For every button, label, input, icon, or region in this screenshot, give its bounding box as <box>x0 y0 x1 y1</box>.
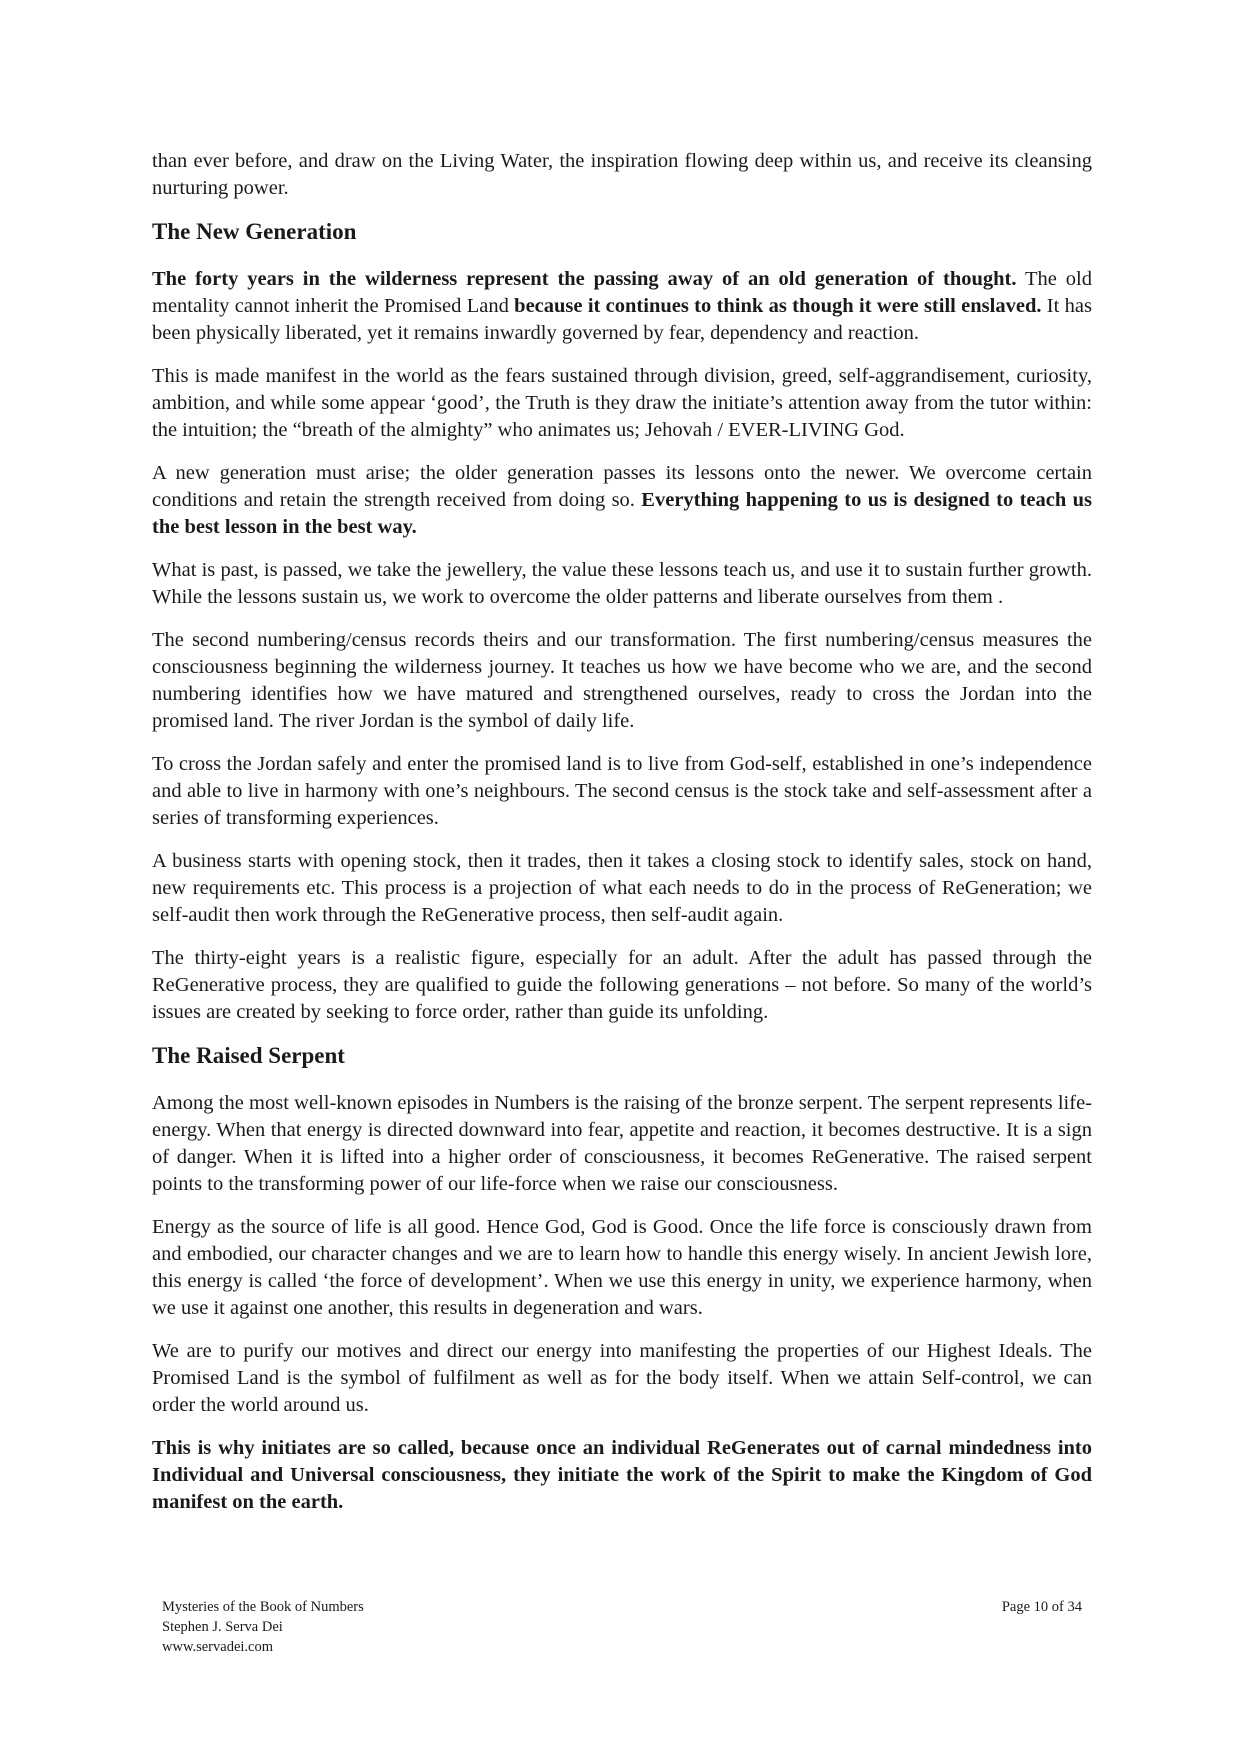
bold-text: The forty years in the wilderness represent the passing away of an old generation of thought. <box>152 268 1017 290</box>
paragraph-forty-years <box>152 266 1092 347</box>
footer-website: www.servadei.com <box>162 1639 273 1655</box>
paragraph-energy: Energy as the source of life is all good. Hence God, God is Good. Once the life force is consciously drawn from and embodied, our character changes and we are to learn how to handle this energy wisely. In ancient Jewish lore, this energy is called ‘the force of development’. When we use this energy in unity, we experience harmony, when we use it against one another, this results in degeneration and wars. <box>152 1216 1092 1319</box>
bold-text: Everything happening to us is designed to teach us the best lesson in the best way. <box>152 489 1092 538</box>
paragraph-thirty-eight: The thirty-eight years is a realistic figure, especially for an adult. After the adult has passed through the ReGenerative process, they are qualified to guide the following generations – not before. So many of the world’s issues are created by seeking to force order, rather than guide its unfolding. <box>152 947 1092 1023</box>
paragraph-manifest: This is made manifest in the world as the fears sustained through division, greed, self-aggrandisement, curiosity, ambition, and while some appear ‘good’, the Truth is they draw the initiate’s attention away from the tutor within: the intuition; the “breath of the almighty” who animates us; Jehovah / EVER-LIVING God. <box>152 365 1092 441</box>
plain-text: A new generation must arise; the older generation passes its lessons onto the newer. We overcome certain conditions and retain the strength received from doing so. <box>152 462 1092 511</box>
paragraph-new-generation <box>152 460 1092 541</box>
paragraph-past: What is past, is passed, we take the jewellery, the value these lessons teach us, and use it to sustain further growth. While the lessons sustain us, we work to overcome the older patterns and liberate ourselves from them . <box>152 559 1092 608</box>
bold-text: because it continues to think as though it were still enslaved. <box>514 295 1042 317</box>
paragraph-serpent: Among the most well-known episodes in Numbers is the raising of the bronze serpent. The serpent represents life-energy. When that energy is directed downward into fear, appetite and reaction, it becomes destructive. It is a sign of danger. When it is lifted into a higher order of consciousness, it becomes ReGenerative. The raised serpent points to the transforming power of our life-force when we raise our consciousness. <box>152 1092 1092 1195</box>
paragraph-business: A business starts with opening stock, then it trades, then it takes a closing stock to identify sales, stock on hand, new requirements etc. This process is a projection of what each needs to do in the process of ReGeneration; we self-audit then work through the ReGenerative process, then self-audit again. <box>152 850 1092 926</box>
bold-text: This is why initiates are so called, because once an individual ReGenerates out of carnal mindedness into Individual and Universal consciousness, they initiate the work of the Spirit to make the Kingdom of God manifest on the earth. <box>152 1437 1092 1513</box>
footer-info <box>162 1597 364 1657</box>
section-heading-raised-serpent: The Raised Serpent <box>152 1043 345 1068</box>
paragraph-census: The second numbering/census records theirs and our transformation. The first numbering/census measures the consciousness beginning the wilderness journey. It teaches us how we have become who we are, and the second numbering identifies how we have matured and strengthened ourselves, ready to cross the Jordan into the promised land. The river Jordan is the symbol of daily life. <box>152 629 1092 732</box>
paragraph-continuation: than ever before, and draw on the Living Water, the inspiration flowing deep within us, and receive its cleansing nurturing power. <box>152 150 1092 199</box>
page-number: Page 10 of 34 <box>1001 1599 1082 1615</box>
paragraph-jordan: To cross the Jordan safely and enter the promised land is to live from God-self, established in one’s independence and able to live in harmony with one’s neighbours. The second census is the stock take and self-assessment after a series of transforming experiences. <box>152 753 1092 829</box>
plain-text: The old mentality cannot inherit the Promised Land <box>152 268 1092 317</box>
footer-book-title: Mysteries of the Book of Numbers <box>162 1599 364 1615</box>
paragraph-initiates <box>152 1435 1092 1516</box>
paragraph-purify: We are to purify our motives and direct our energy into manifesting the properties of our Highest Ideals. The Promised Land is the symbol of fulfilment as well as for the body itself. When we attain Self-control, we can order the world around us. <box>152 1340 1092 1416</box>
plain-text: It has been physically liberated, yet it remains inwardly governed by fear, dependency and reaction. <box>152 295 1092 344</box>
document-page <box>152 148 1092 1532</box>
footer-author: Stephen J. Serva Dei <box>162 1619 283 1635</box>
section-heading-new-generation: The New Generation <box>152 219 357 244</box>
